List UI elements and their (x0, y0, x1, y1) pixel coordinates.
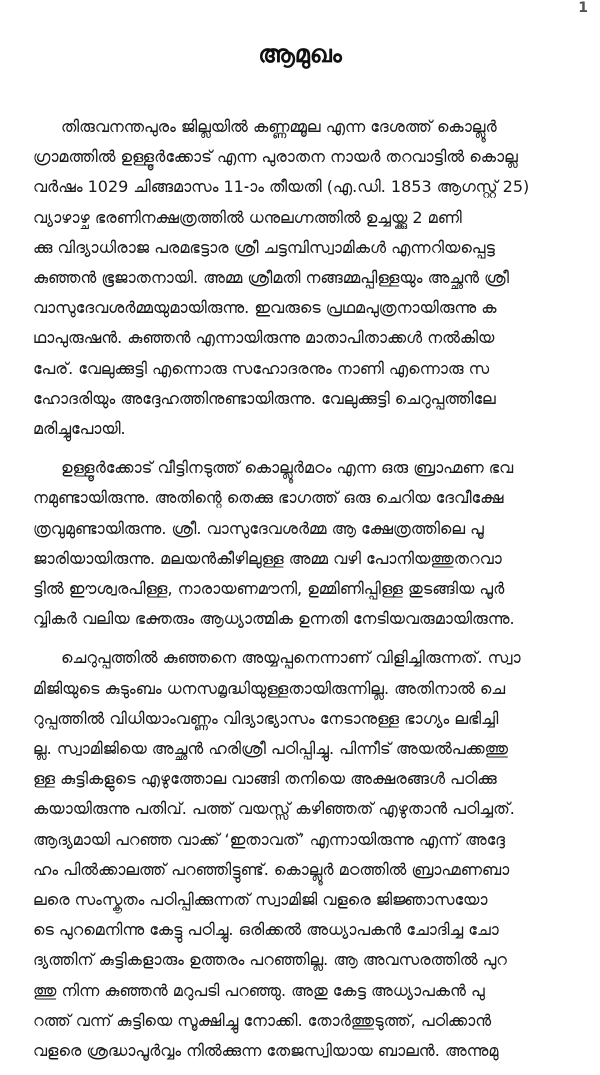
paragraph-3: ചെറുപ്പത്തിൽ കുഞ്ഞനെ അയ്യപ്പനെന്നാണ് വിളിച്ചിരുന്നത്. സ്വാ മിജിയുടെ കുടുംബം ധനസമൃദ്ധിയുള്ളതായിരുന്നില്ല. അതിനാൽ ചെ റുപ്പത്തിൽ വിധിയാംവണ്ണം വിദ്യാഭ്യാസം നേടാനുള്ള ഭാഗ്യം ലഭിച്ചി ല്ല. സ്വാമിജിയെ അച്ഛൻ ഹരിശ്രീ പഠിപ്പിച്ചു. പിന്നീട് അയൽപക്കത്തു ള്ള കുട്ടികളുടെ എഴുത്തോല വാങ്ങി തനിയെ അക്ഷരങ്ങൾ പഠിക്കു കയായിരുന്നു പതിവ്. പത്ത് വയസ്സ് കഴിഞ്ഞത് എഴുതാൻ പഠിച്ചത്. ആദ്യമായി പറഞ്ഞ വാക്ക് ‘ഇതാവത്’ എന്നായിരുന്നു എന്ന് അദ്ദേ ഹം പിൽക്കാലത്ത് പറഞ്ഞിട്ടുണ്ട്. കൊല്ലൂർ മഠത്തിൽ ബ്രാഹ്മണബാ ലരെ സംസ്കൃതം പഠിപ്പിക്കുന്നത് സ്വാമിജി വളരെ ജിജ്ഞാസയോ ടെ പുറമെനിന്നു കേട്ടു പഠിച്ചു. ഒരിക്കൽ അധ്യാപകൻ ചോദിച്ച ചോ ദ്യത്തിന് കുട്ടികളാരും ഉത്തരം പറഞ്ഞില്ല. ആ അവസരത്തിൽ പുറ ത്തു നിന്ന കുഞ്ഞൻ മറുപടി പറഞ്ഞു. അതു കേട്ട അധ്യാപകൻ പു റത്ത് വന്ന് കുട്ടിയെ സൂക്ഷിച്ചു നോക്കി. തോർത്തുടുത്ത്, പഠിക്കാൻ വളരെ ശ്രദ്ധാപൂർവ്വം നിൽക്കുന്ന തേജസ്വിയായ ബാലൻ. അന്നുമു (33, 648, 521, 1061)
chapter-title: ആമുഖം (258, 40, 342, 68)
page-number: 1 (578, 0, 588, 16)
paragraph-1: തിരുവനന്തപുരം ജില്ലയിൽ കണ്ണമ്മൂല എന്ന ദേശത്ത് കൊല്ലൂർ ഗ്രാമത്തിൽ ഉള്ളൂർക്കോട് എന്ന പുരാതന നായർ തറവാട്ടിൽ കൊല്ല വർഷം 1029 ചിങ്ങമാസം 11-ാം തീയതി (എ.ഡി. 1853 ആഗസ്റ്റ് 25) വ്യാഴാഴ്ച ഭരണിനക്ഷത്രത്തിൽ ധനുലഗ്നത്തിൽ ഉച്ചയ്ക്കു 2 മണി ക്കു വിദ്യാധിരാജ പരമഭട്ടാര ശ്രീ ചട്ടമ്പിസ്വാമികൾ എന്നറിയപ്പെട്ട കുഞ്ഞൻ ഭൂജാതനായി. അമ്മ ശ്രീമതി നങ്ങമ്മപ്പിള്ളയും അച്ഛൻ ശ്രീ വാസുദേവശർമ്മയുമായിരുന്നു. ഇവരുടെ പ്രഥമപുത്രനായിരുന്നു ക ഥാപുരുഷൻ. കുഞ്ഞൻ എന്നായിരുന്നു മാതാപിതാക്കൾ നൽകിയ പേര്. വേലുക്കുട്ടി എന്നൊരു സഹോദരനും നാണി എന്നൊരു സ ഹോദരിയും അദ്ദേഹത്തിനുണ്ടായിരുന്നു. വേലുക്കുട്ടി ചെറുപ്പത്തിലേ മരിച്ചുപോയി. (33, 117, 530, 439)
paragraph-2: ഉള്ളൂർക്കോട് വീട്ടിനടുത്ത് കൊല്ലൂർമഠം എന്ന ഒരു ബ്രാഹ്മണ ഭവ നമുണ്ടായിരുന്നു. അതിന്റെ തെക്കു ഭാഗത്ത് ഒരു ചെറിയ ദേവീക്ഷേ ത്രവുമുണ്ടായിരുന്നു. ശ്രീ. വാസുദേവശർമ്മ ആ ക്ഷേത്രത്തിലെ പൂ ജാരിയായിരുന്നു. മലയൻകീഴിലുള്ള അമ്മ വഴി പോനിയത്തുതറവാ ട്ടിൽ ഈശ്വരപിള്ള, നാരായണമൗനി, ഉമ്മിണിപ്പിള്ള തുടങ്ങിയ പൂർ വ്വികർ വലിയ ഭക്തരും ആധ്യാത്മിക ഉന്നതി നേടിയവരുമായിരുന്നു. (33, 458, 515, 629)
body-text (33, 112, 581, 1075)
